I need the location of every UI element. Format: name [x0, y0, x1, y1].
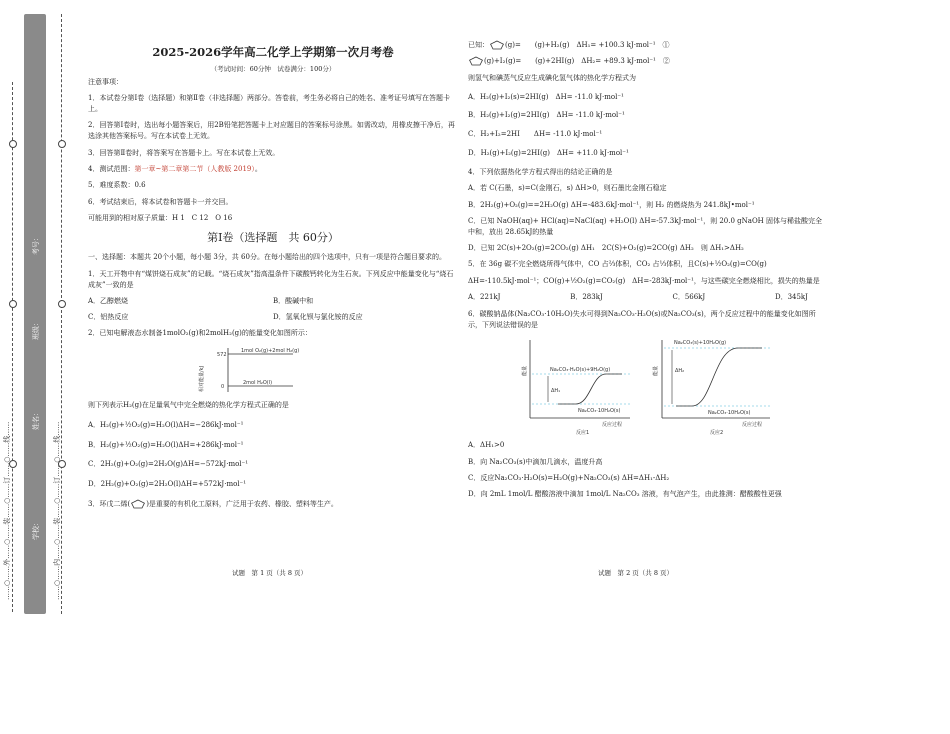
lower-state-label: Na₂CO₃·10H₂O(s) — [708, 410, 751, 417]
left-page — [88, 40, 458, 515]
question-3-stem — [88, 499, 458, 510]
option-d: D．H₂(g)+I₂(g)=2HI(g) ΔH= +11.0 kJ·mol⁻¹ — [468, 149, 629, 158]
question-3-ask: 则氢气和碘蒸气反应生成碘化氢气体的热化学方程式为 — [468, 73, 636, 82]
exam-title: 2025-2026学年高二化学上学期第一次月考卷 — [152, 45, 394, 59]
option-d: D．已知 2C(s)+2O₂(g)=2CO₂(g) ΔH₁ 2C(S)+O₂(g)=2CO(g) ΔH₂ 则 ΔH₁>ΔH₂ — [468, 244, 744, 253]
exam-number-label: 考号： — [32, 234, 40, 255]
name-label: 姓名： — [32, 409, 40, 430]
upper-state-label: Na₂CO₃(s)+10H₂O(g) — [674, 340, 727, 347]
right-page — [468, 40, 828, 506]
note-item: 5．难度系数：0.6 — [88, 181, 146, 190]
q6-energy-diagrams — [518, 336, 828, 436]
test-range: 第一章~第二章第二节（人教版 2019） — [134, 164, 255, 173]
option-a: A．乙醇燃烧 — [88, 296, 129, 305]
option-c: C．2H₂(g)+O₂(g)=2H₂O(g)ΔH=−572kJ·mol⁻¹ — [88, 460, 249, 469]
energy-diagram-reaction-2 — [646, 336, 776, 436]
note4-suffix: 。 — [254, 164, 262, 173]
hole-marker — [58, 140, 66, 148]
option-d: D．2H₂(g)+O₂(g)=2H₂O(l)ΔH=+572kJ·mol⁻¹ — [88, 480, 247, 489]
option-d: D．氢氧化钡与氯化铵的反应 — [273, 312, 363, 321]
lower-level-label: 2mol H₂O(l) — [243, 379, 273, 386]
cyclopentadiene-icon — [130, 499, 146, 509]
q3-suffix: )是重要的有机化工原料，广泛用于农药、橡胶、塑料等生产。 — [146, 500, 338, 509]
question-5-stem: 5．在 36g 碳不完全燃烧所得气体中，CO 占⅔体积，CO₂ 占⅓体积，且C(s)+½O₂(g)=CO(g) — [468, 260, 767, 269]
energy-diagram-reaction-1 — [518, 336, 638, 436]
question-1-stem: 1．天工开物中有“煤饼烧石成灰”的记载。“烧石成灰”指高温条件下碳酸钙转化为生石灰。下列反应中能量变化与“烧石成灰”一致的是 — [88, 269, 454, 289]
question-6-stem: 6．碳酸钠晶体(Na₂CO₃·10H₂O)失水可得到Na₂CO₃·H₂O(s)或Na₂CO₃(s)，两个反应过程中的能量变化如图所示，下列说法错误的是 — [468, 310, 816, 329]
outer-cut-line — [12, 82, 13, 612]
option-a: A．H₂(g)+½O₂(g)=H₂O(l)ΔH=−286kJ·mol⁻¹ — [88, 420, 244, 429]
option-a: A．ΔH₁>0 — [468, 441, 505, 450]
zero-label: 0 — [221, 383, 225, 390]
question-4-stem: 4．下列依据热化学方程式得出的结论正确的是 — [468, 167, 613, 176]
reaction-curve — [558, 374, 622, 404]
note-item: 3．回答第Ⅱ卷时，将答案写在答题卡上。写在本试卷上无效。 — [88, 148, 280, 157]
option-c: C．铝热反应 — [88, 312, 129, 321]
school-label: 学校： — [32, 519, 40, 540]
x-axis-label: 反应过程 — [602, 422, 623, 429]
option-a: A．221kJ — [468, 293, 501, 302]
option-b: B．H₂(g)+½O₂(g)=H₂O(l)ΔH=+286kJ·mol⁻¹ — [88, 440, 244, 449]
note4-prefix: 4．测试范围： — [88, 164, 135, 173]
option-c: C．反应Na₂CO₃·H₂O(s)=H₂O(g)+Na₂CO₃(s) ΔH=ΔH₁-ΔH₂ — [468, 473, 670, 482]
class-label: 班级： — [32, 319, 40, 340]
hole-marker — [9, 140, 17, 148]
note-item: 6．考试结束后，将本试卷和答题卡一并交回。 — [88, 197, 233, 206]
q3-prefix: 3．环戊二烯( — [88, 500, 131, 509]
hole-marker — [58, 300, 66, 308]
option-c: C．H₂+I₂=2HI ΔH= -11.0 kJ·mol⁻¹ — [468, 130, 603, 139]
option-b: B．283kJ — [570, 293, 603, 302]
reaction-curve — [676, 348, 762, 406]
energy-diagram-q2 — [183, 344, 383, 396]
question-5-options — [468, 292, 828, 303]
option-a: A．若 C(石墨，s)=C(金刚石，s) ΔH>0，则石墨比金刚石稳定 — [468, 184, 667, 193]
upper-state-label: Na₂CO₃·H₂O(s)+9H₂O(g) — [550, 367, 611, 374]
question-1-options — [88, 312, 458, 323]
option-c: C．566kJ — [672, 293, 706, 302]
atomic-mass-line: 可能用到的相对原子质量：H 1 C 12 O 16 — [88, 213, 233, 222]
option-b: B．酸碱中和 — [273, 296, 314, 305]
cyclopentene-icon — [489, 40, 505, 50]
question-1-options — [88, 296, 458, 307]
option-b: B．向 Na₂CO₃(s)中滴加几滴水，温度升高 — [468, 457, 603, 466]
question-5-equations: ΔH=-110.5kJ·mol⁻¹；CO(g)+½O₂(g)=CO₂(g) ΔH=-283kJ·mol⁻¹，与这些碳完全燃烧相比，损失的热量是 — [468, 276, 820, 285]
notes-heading: 注意事项： — [88, 77, 123, 86]
upper-level-label: 1mol O₂(g)+2mol H₂(g) — [241, 347, 300, 354]
chart-caption: 反应1 — [576, 430, 590, 437]
y-axis-label: 能量 — [522, 366, 528, 377]
page-2-footer: 试题 第 2 页（共 8 页） — [598, 569, 674, 577]
option-c: C．已知 NaOH(aq)+ HCl(aq)=NaCl(aq) +H₂O(l) ΔH=-57.3kJ·mol⁻¹，则 20.0 gNaOH 固体与稀盐酸完全中和，放出 28.65kJ的热量 — [468, 216, 823, 236]
known-eq2-text: (g)+I₂(g)= (g)+2HI(g) ΔH₂= +89.3 kJ·mol⁻¹ ② — [484, 57, 670, 66]
value-label: 572 — [217, 351, 227, 358]
option-d: D．向 2mL 1mol/L 醋酸溶液中滴加 1mol/L Na₂CO₃ 溶液，有气泡产生，由此推测：醋酸酸性更强 — [468, 490, 782, 499]
option-b: B．2H₂(g)+O₂(g)==2H₂O(g) ΔH=-483.6kJ·mol⁻¹，则 H₂ 的燃烧热为 241.8kJ•mol⁻¹ — [468, 200, 755, 209]
known-eq1-text: (g)= (g)+H₂(g) ΔH₁= +100.3 kJ·mol⁻¹ ① — [505, 41, 670, 49]
known-equation-2 — [468, 56, 828, 67]
y-axis-label: 能量 — [653, 366, 659, 377]
binding-margin — [0, 0, 74, 640]
outer-binding-mark: ……○……外……○……装……○……订……○……线…… — [3, 421, 11, 600]
option-b: B．H₂(g)+I₂(g)=2HI(g) ΔH= -11.0 kJ·mol⁻¹ — [468, 111, 625, 120]
chart-caption: 反应2 — [710, 430, 724, 437]
section-title: 第Ⅰ卷（选择题 共 60分） — [207, 231, 339, 245]
option-a: A．H₂(g)+I₂(s)=2HI(g) ΔH= -11.0 kJ·mol⁻¹ — [468, 92, 624, 101]
note-item: 1．本试卷分第Ⅰ卷（选择题）和第Ⅱ卷（非选择题）两部分。答卷前，考生务必将自己的姓名、准考证号填写在答题卡上。 — [88, 94, 450, 114]
question-2-stem: 2．已知电解液态水制备1molO₂(g)和2molH₂(g)的能量变化如图所示： — [88, 328, 312, 337]
page-1-footer: 试题 第 1 页（共 8 页） — [232, 569, 308, 577]
exam-subtitle: （考试时间：60分钟 试卷满分：100分） — [210, 64, 336, 73]
known-prefix: 已知： — [468, 41, 489, 49]
delta-h-label: ΔH₁ — [551, 388, 561, 395]
x-axis-label: 反应过程 — [742, 422, 763, 429]
known-equation-1 — [468, 40, 828, 51]
question-2-ask: 则下列表示H₂(g)在足量氧气中完全燃烧的热化学方程式正确的是 — [88, 400, 289, 409]
note-item — [88, 164, 458, 175]
inner-binding-mark: ……○……内……○……装……○……订……○……线…… — [53, 421, 61, 600]
y-axis-label: 相对能量/kJ — [199, 365, 205, 392]
hole-marker — [9, 300, 17, 308]
option-d: D．345kJ — [774, 293, 808, 302]
cyclopentene-icon — [468, 56, 484, 66]
delta-h-label: ΔH₂ — [675, 368, 685, 375]
section-intro: 一、选择题：本题共 20个小题，每小题 3分，共 60分。在每小题给出的四个选项中，只有一项是符合题目要求的。 — [88, 253, 446, 262]
lower-state-label: Na₂CO₃·10H₂O(s) — [578, 408, 621, 415]
note-item: 2．回答第Ⅰ卷时，选出每小题答案后，用2B铅笔把答题卡上对应题目的答案标号涂黑。如需改动，用橡皮擦干净后，再选涂其他答案标号。写在本试卷上无效。 — [88, 121, 455, 141]
